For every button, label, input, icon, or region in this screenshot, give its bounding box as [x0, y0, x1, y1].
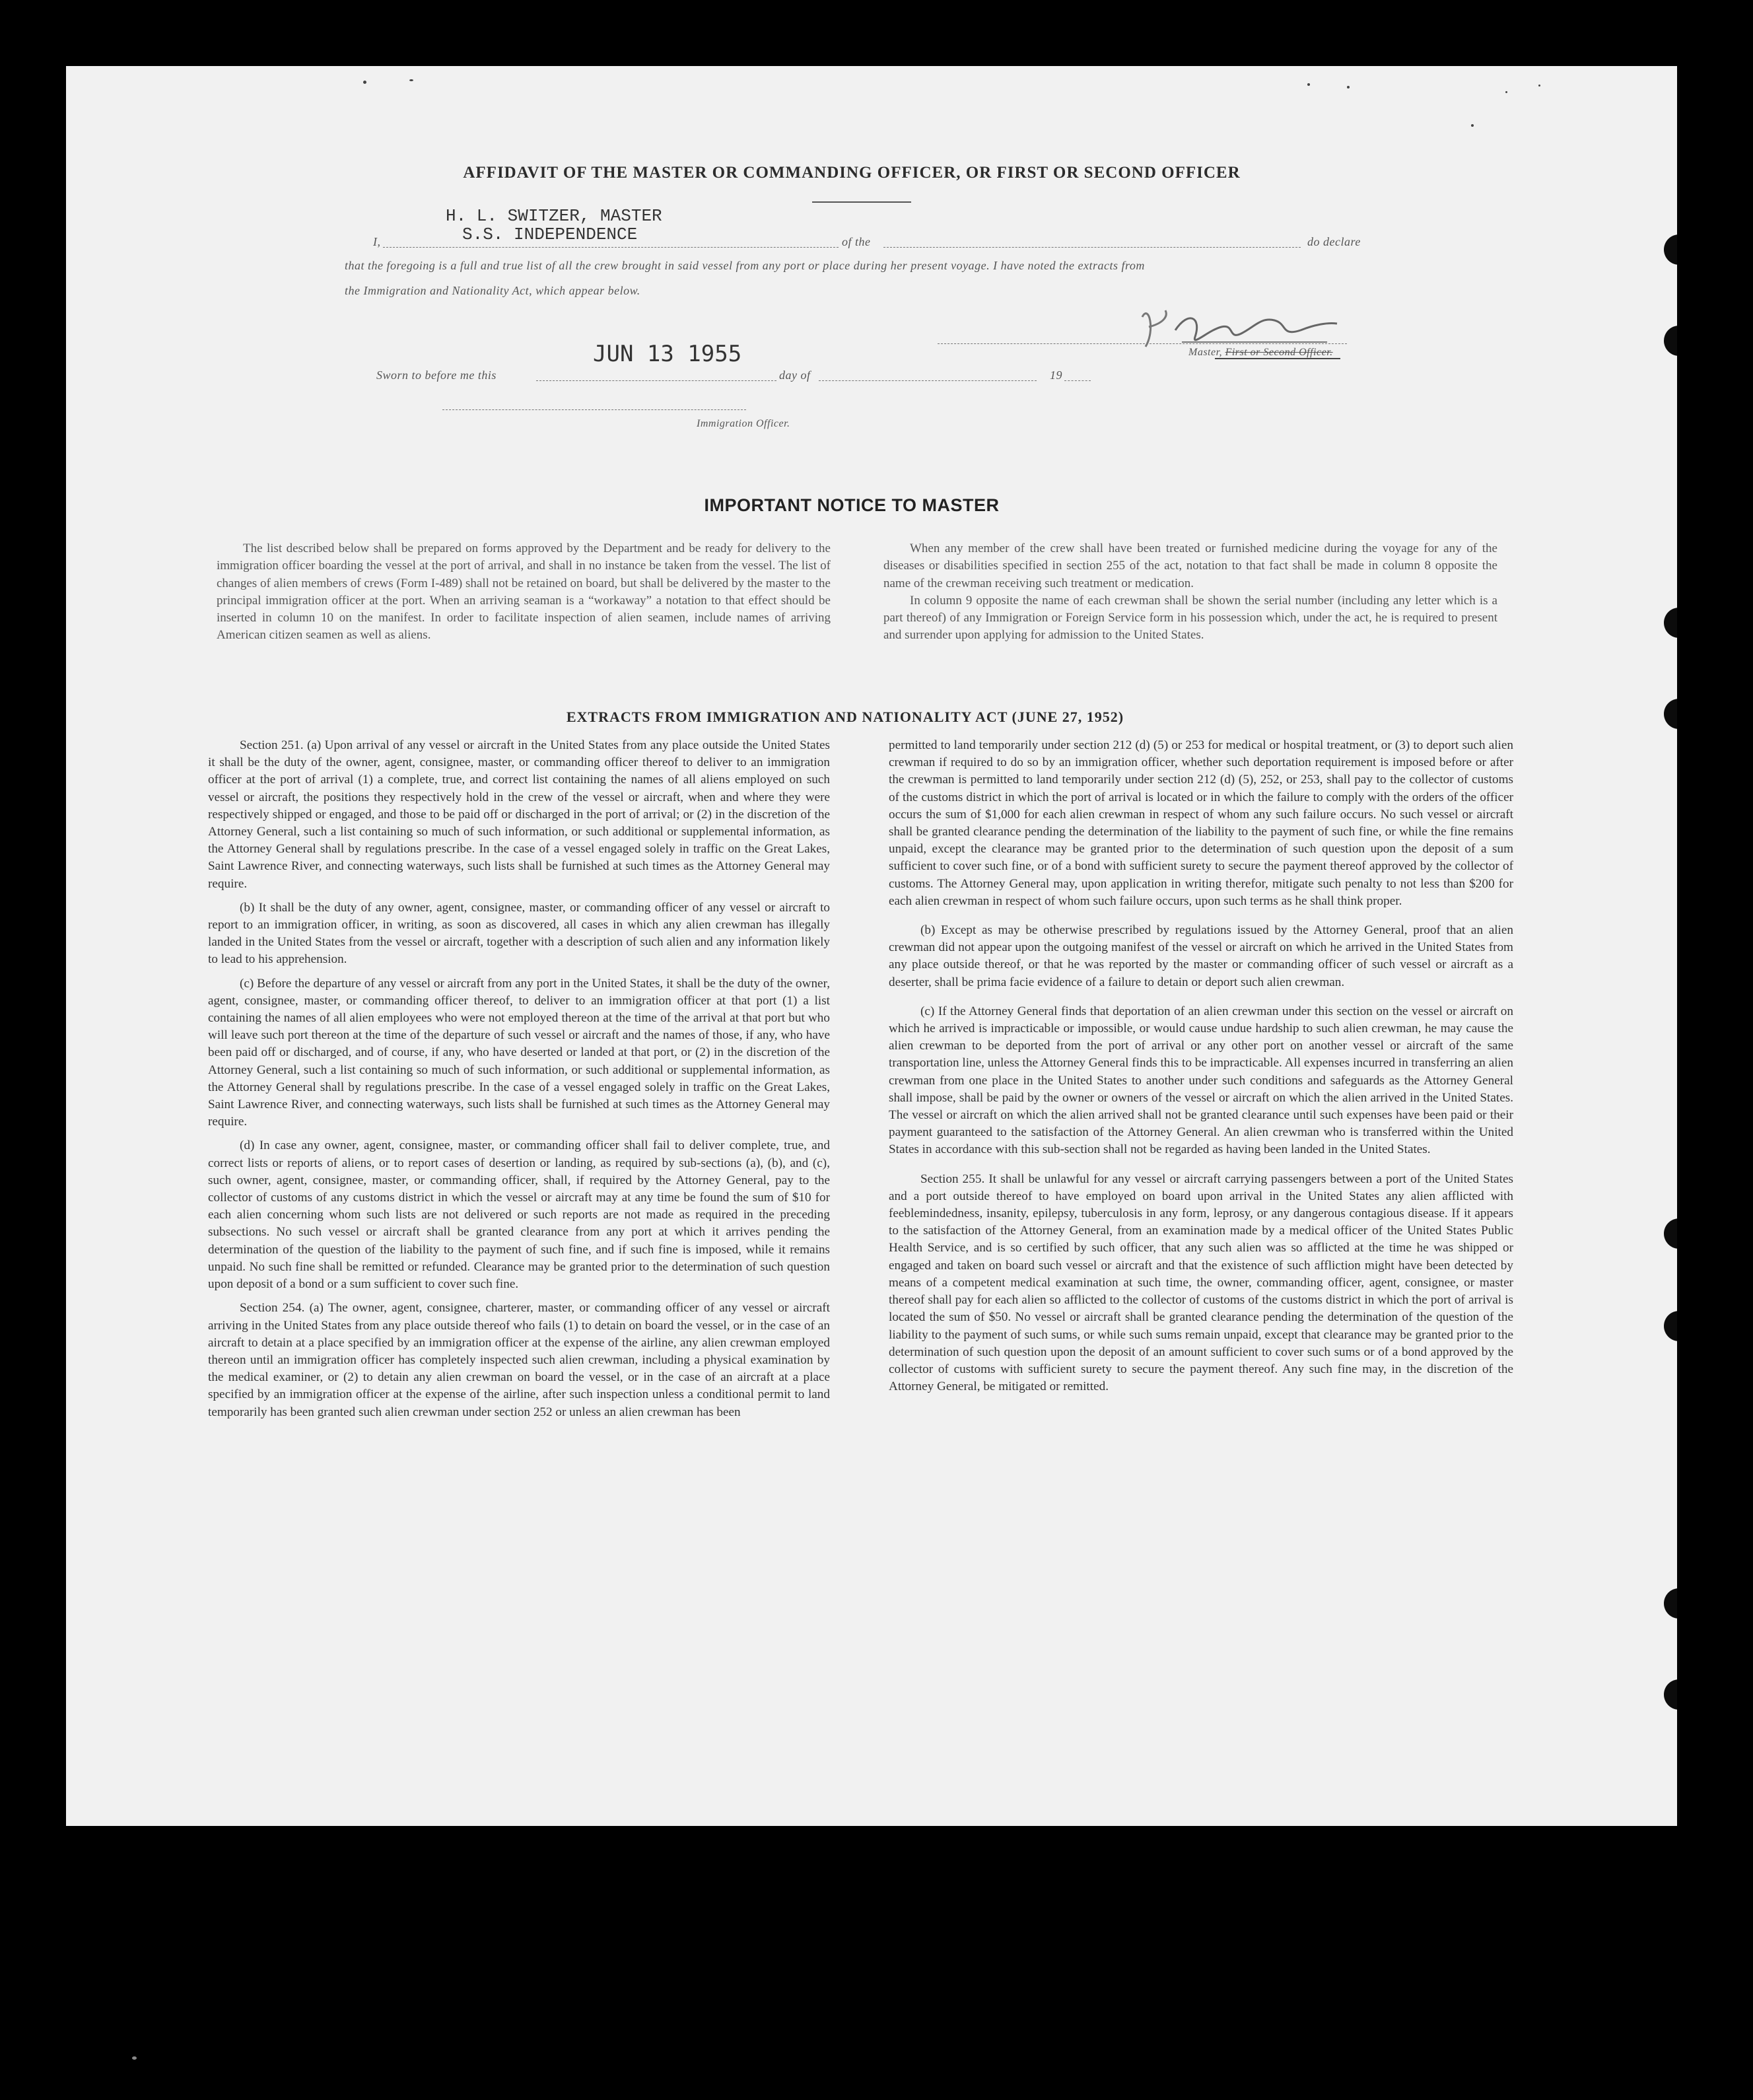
section-251-d: (d) In case any owner, agent, consignee, master, or commanding officer shall fail to deliver complete, true, and correct lists or reports of aliens, or to report cases of desertion or landing, as required by sub-sections (a), (b), and (c), such owner, agent, consignee, master, or commanding officer, shall, if required by the Attorney General, pay to the collector of customs of any customs district in which the vessel or aircraft may at any time be found the sum of $10 for each alien concerning whom such lists are not delivered or such reports are not made as required in the preceding subsections. No such vessel or aircraft shall be granted clearance from any port at which it arrives pending the determination of the question of the liability to the payment of such fine, and if such fine is imposed, while it remains unpaid. No such fine shall be remitted or refunded. Clearance may be granted prior to the determination of such question upon deposit of a bond or a sum sufficient to cover such fine.: [208, 1138, 830, 1292]
label-of-the: of the: [842, 235, 871, 248]
notice-left-paragraph: The list described below shall be prepared on forms approved by the Department and be ready for delivery to the immigration officer boarding the vessel at the port of arrival, and shall in no instance be taken from the vessel. The list of changes of alien members of crews (Form I-489) shall not be retained on board, but shall be delivered by the master to the principal immigration officer at the port. When an arriving seaman is a “workaway” a notation to that effect should be inserted in column 10 on the manifest. In order to facilitate inspection of alien seamen, include names of arriving American citizen seamen as well as aliens.: [217, 542, 831, 643]
binder-hole: [1664, 1218, 1677, 1249]
signature-caption: [1188, 347, 1333, 359]
notice-right-column: [883, 540, 1497, 645]
signature-strike-line: [1215, 358, 1340, 359]
speck: [409, 79, 413, 81]
extracts-title: EXTRACTS FROM IMMIGRATION AND NATIONALITY ACT (JUNE 27, 1952): [566, 709, 1124, 725]
declaration-line-1: that the foregoing is a full and true list of all the crew brought in said vessel from any port or place during her present voyage. I have noted the extracts from: [345, 259, 1145, 272]
binder-hole: [1664, 1679, 1677, 1710]
speck: [363, 81, 366, 84]
signature-caption-prefix: Master,: [1188, 347, 1225, 358]
vessel-fill-line: [883, 247, 1301, 248]
affidavit-title: AFFIDAVIT OF THE MASTER OR COMMANDING OFFICER, OR FIRST OR SECOND OFFICER: [463, 164, 1241, 182]
binder-hole: [1664, 1311, 1677, 1341]
binder-hole: [1664, 1588, 1677, 1619]
section-251-c: (c) Before the departure of any vessel or aircraft from any port in the United States, it shall be the duty of the owner, agent, consignee, master, or commanding officer thereof, to deliver to an immigration officer at that port (1) a list containing the names of all alien employees who were not employed thereon at the time of the arrival at that port but who will leave such port thereon at the time of the departure of such vessel or aircraft and the names of those, if any, who have been paid off or discharged, and of course, if any, who have deserted or landed at that port, or (2) in the discretion of the Attorney General, such a list containing so much of such information, or such additional or supplemental information, as the Attorney General shall by regulations prescribe. In the case of a vessel engaged solely in traffic on the Great Lakes, Saint Lawrence River, and connecting waterways, such lists shall be furnished at such times as the Attorney General may require.: [208, 976, 830, 1129]
year-label: 19: [1050, 368, 1062, 382]
day-of-label: day of: [779, 368, 811, 382]
section-254-a: Section 254. (a) The owner, agent, consignee, charterer, master, or commanding officer of any vessel or aircraft arriving in the United States from any place outside thereof who fails (1) to detain on board the vessel, or in the case of an aircraft to detain at a place specified by an immigration officer at the expense of the airline, any alien crewman employed thereon until an immigration officer has completely inspected such alien crewman, including a physical examination by the medical examiner, or (2) to detain any alien crewman on board the vessel, or in the case of an aircraft at a place specified by an immigration officer at the expense of the airline, after such inspection unless a conditional permit to land temporarily has been granted such alien crewman under section 252 or unless an alien crewman has been: [208, 1301, 830, 1419]
speck: [1538, 85, 1540, 87]
speck: [1347, 86, 1350, 88]
label-i: I,: [373, 235, 381, 248]
notice-right-paragraph-2: In column 9 opposite the name of each crewman shall be shown the serial number (including any letter which is a part thereof) of any Immigration or Foreign Service form in his possession which, under the act, he is required to present and surrender upon applying for admission to the United States.: [883, 593, 1497, 643]
section-254-c: (c) If the Attorney General finds that deportation of an alien crewman under this section on the vessel or aircraft on which he arrived is impracticable or impossible, or would cause undue hardship to such alien crewman, he may cause the alien crewman to be deported from the port of arrival or any other port on another vessel or aircraft of the same transportation line, unless the Attorney General finds this to be impracticable. All expenses incurred in transferring an alien crewman from one place in the United States to another under such conditions and safeguards as the Attorney General shall impose, shall be paid by the owner or owners of the vessel or aircraft on which the alien arrived in the United States. The vessel or aircraft on which the alien arrived shall not be granted clearance until such expenses have been paid or their payment guaranteed to the satisfaction of the Attorney General. An alien crewman who is transferred within the United States in accordance with this sub-section shall not be regarded as having been landed in the United States.: [889, 1004, 1513, 1157]
binder-hole: [1664, 699, 1677, 729]
speck: [132, 2056, 137, 2060]
section-254-b: (b) Except as may be otherwise prescribed by regulations issued by the Attorney General, proof that an alien crewman did not appear upon the outgoing manifest of the vessel or aircraft on which he arrived in the United States from any place outside thereof, or that he was reported by the master or commanding officer of such vessel or aircraft as a deserter, shall be prima facie evidence of a failure to detain or deport such alien crewman.: [889, 923, 1513, 989]
binder-hole: [1664, 326, 1677, 356]
notice-right-paragraph-1: When any member of the crew shall have been treated or furnished medicine during the voyage for any of the diseases or disabilities specified in section 255 of the act, notation to that fact shall be made in column 8 opposite the name of the crewman receiving such treatment or medication.: [883, 542, 1497, 590]
typed-vessel: S.S. INDEPENDENCE: [462, 225, 638, 244]
month-fill-line: [819, 380, 1037, 381]
section-251-a: Section 251. (a) Upon arrival of any vessel or aircraft in the United States from any place outside the United States it shall be the duty of the owner, agent, consignee, master, or commanding officer thereof to deliver to an immigration officer at the port of arrival (1) a complete, true, and correct list containing the names of all aliens employed on such vessel or aircraft, the positions they respectively hold in the crew of the vessel or aircraft, when and where they were respectively shipped or engaged, and those to be paid off or discharged in the port of arrival; or (2) in the discretion of the Attorney General, such a list containing so much of such information, or such additional or supplemental information, as the Attorney General shall by regulations prescribe. In the case of a vessel engaged solely in traffic on the Great Lakes, Saint Lawrence River, and connecting waterways, such lists shall be furnished at such times as the Attorney General may require.: [208, 738, 830, 891]
sworn-label: Sworn to before me this: [376, 368, 497, 382]
binder-hole: [1664, 234, 1677, 265]
document-page: [66, 66, 1677, 1826]
notice-title: IMPORTANT NOTICE TO MASTER: [704, 495, 1000, 515]
name-fill-line: [383, 247, 839, 248]
year-fill-line: [1064, 380, 1091, 381]
speck: [1505, 91, 1507, 93]
section-251-b: (b) It shall be the duty of any owner, agent, consignee, master, or commanding officer of any vessel or aircraft to report to an immigration officer, in writing, as soon as discovered, all cases in which any alien crewman has illegally landed in the United States from the vessel or aircraft, together with a description of such alien and any information likely to lead to his apprehension.: [208, 900, 830, 967]
speck: [1307, 83, 1310, 86]
section-254-a-continued: permitted to land temporarily under section 212 (d) (5) or 253 for medical or hospital treatment, or (3) to deport such alien crewman if required to do so by an immigration officer, whether such deportation requirement is imposed before or after the crewman is permitted to land temporarily under section 212 (d) (5), 252, or 253, shall pay to the collector of customs of the customs district in which the port of arrival is located or in which the failure to comply with the orders of the officer occurs the sum of $1,000 for each alien crewman in respect of whom any such failure occurs. No such vessel or aircraft shall be granted clearance pending the determination of the liability to the payment of such fine, or while the fine remains unpaid, except the clearance may be granted prior to the determination of such question upon the deposit of a sum sufficient to cover such fine, or of a bond with sufficient surety to secure the payment thereof approved by the collector of customs. The Attorney General may, upon application in writing therefor, mitigate such penalty to not less than $200 for each alien crewman in respect of whom such failure occurs, upon such terms as he shall think proper.: [889, 738, 1513, 908]
immigration-officer-label: Immigration Officer.: [697, 418, 790, 429]
typed-name: H. L. SWITZER, MASTER: [446, 206, 662, 226]
section-255: Section 255. It shall be unlawful for any vessel or aircraft carrying passengers between a port of the United States and a port outside thereof to have employed on board upon arrival in the United States any alien afflicted with feeblemindedness, insanity, epilepsy, tuberculosis in any form, leprosy, or any dangerous contagious disease. If it appears to the satisfaction of the Attorney General, from an examination made by a medical officer of the United States Public Health Service, and is so certified by such officer, that any such alien was so afflicted at the time he was shipped or engaged and taken on board such vessel or aircraft and that the existence of such affliction might have been detected by means of a competent medical examination at such time, the owner, commanding officer, agent, consignee, or master thereof shall pay for each alien so afflicted to the collector of customs of the customs district in which the port of arrival is located the sum of $50. No vessel or aircraft shall be granted clearance pending the determination of the question of the liability to the payment of such sums, or while such sums remain unpaid, except that clearance may be granted prior to the determination of such question upon the deposit of an amount sufficient to cover such sums or of a bond approved by the collector of customs with sufficient surety to secure the payment thereof. Any such fine may, in the discretion of the Attorney General, be mitigated or remitted.: [889, 1172, 1513, 1394]
binder-hole: [1664, 608, 1677, 638]
date-stamp: JUN 13 1955: [593, 341, 742, 367]
officer-fill-line: [442, 409, 746, 410]
label-do-declare: do declare: [1307, 235, 1361, 248]
signature-caption-struck: First or Second Officer.: [1225, 347, 1333, 358]
title-rule: [812, 201, 911, 203]
extracts-right-column: [889, 737, 1513, 1402]
extracts-left-column: [208, 737, 830, 1428]
declaration-line-2: the Immigration and Nationality Act, which appear below.: [345, 284, 640, 297]
speck: [1471, 124, 1474, 127]
sworn-day-fill-line: [536, 380, 776, 381]
notice-left-column: [217, 540, 831, 645]
